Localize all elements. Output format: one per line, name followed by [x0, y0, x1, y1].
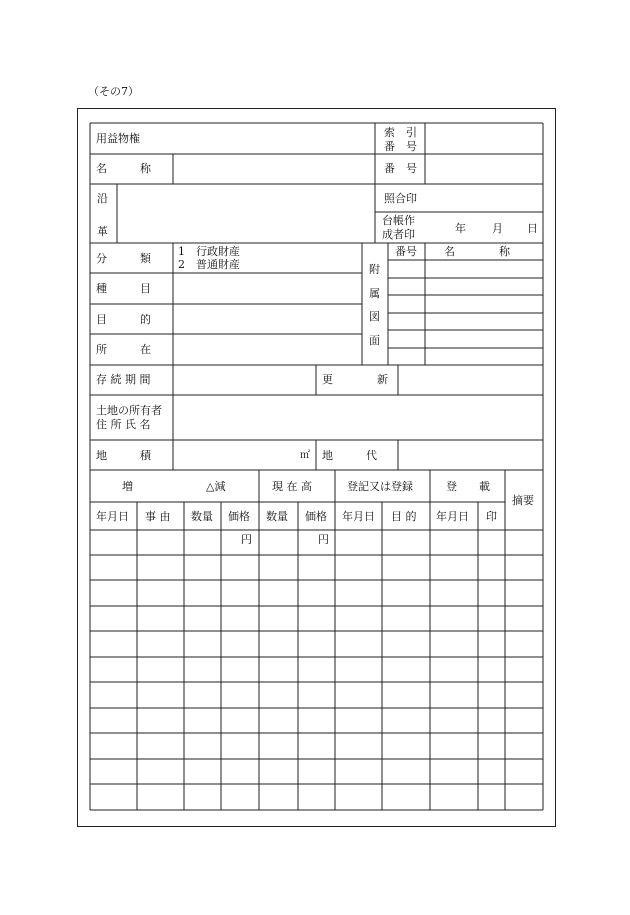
attached-drawings-char-4: 面 — [369, 334, 380, 347]
col-date: 年月日 — [96, 510, 129, 523]
purpose-label: 目 的 — [96, 313, 151, 326]
location-label: 所 在 — [96, 343, 151, 356]
renewal-label: 更 新 — [322, 373, 388, 386]
summary-header: 摘要 — [512, 494, 534, 507]
col-reason: 事 由 — [145, 510, 171, 523]
date-day-label: 日 — [527, 222, 538, 235]
attached-drawings-char-1: 附 — [369, 263, 380, 276]
entry-header: 登 載 — [446, 480, 490, 493]
index-label-line1: 索 引 — [384, 126, 417, 139]
history-label-top: 沿 — [97, 192, 108, 205]
duration-label: 存 続 期 間 — [96, 373, 151, 386]
attached-drawings-char-2: 属 — [369, 287, 380, 300]
col-reg-purpose: 目 的 — [391, 510, 417, 523]
page-series-note: （その7） — [88, 85, 139, 98]
type-label: 種 目 — [96, 282, 151, 295]
number-label: 番 号 — [384, 162, 417, 175]
date-month-label: 月 — [492, 222, 503, 235]
form-title: 用益物権 — [96, 132, 140, 145]
col-reg-date: 年月日 — [342, 510, 375, 523]
drawing-name-header: 名 称 — [444, 245, 510, 258]
owner-label-line2: 住 所 氏 名 — [96, 418, 151, 431]
current-header: 現 在 高 — [272, 480, 312, 493]
area-label: 地 積 — [96, 449, 151, 462]
area-unit: ㎡ — [300, 450, 310, 461]
col-price-2: 価格 — [305, 510, 327, 523]
classification-option-1: 1 行政財産 — [178, 245, 240, 258]
drawing-number-header: 番号 — [395, 245, 417, 258]
history-label-bottom: 革 — [97, 225, 108, 238]
col-quantity-1: 数量 — [191, 510, 213, 523]
owner-label-line1: 土地の所有者 — [96, 404, 162, 417]
yen-unit-2: 円 — [318, 533, 329, 546]
classification-label: 分 類 — [96, 252, 151, 265]
classification-option-2: 2 普通財産 — [178, 258, 240, 271]
registration-header: 登記又は登録 — [347, 480, 413, 493]
yen-unit-1: 円 — [241, 533, 252, 546]
increase-header: 増 — [122, 480, 133, 493]
date-year-label: 年 — [455, 222, 466, 235]
col-quantity-2: 数量 — [266, 510, 288, 523]
decrease-header: △減 — [206, 480, 226, 493]
check-seal-label: 照合印 — [384, 192, 417, 205]
index-label-line2: 番 号 — [384, 140, 417, 153]
col-price-1: 価格 — [228, 510, 250, 523]
rent-label: 地 代 — [322, 449, 377, 462]
name-label: 名 称 — [96, 162, 151, 175]
attached-drawings-char-3: 図 — [369, 310, 380, 323]
ledger-seal-label-line1: 台帳作 — [382, 214, 415, 227]
col-entry-date: 年月日 — [436, 510, 469, 523]
col-entry-seal: 印 — [486, 510, 497, 523]
ledger-seal-label-line2: 成者印 — [382, 228, 415, 241]
